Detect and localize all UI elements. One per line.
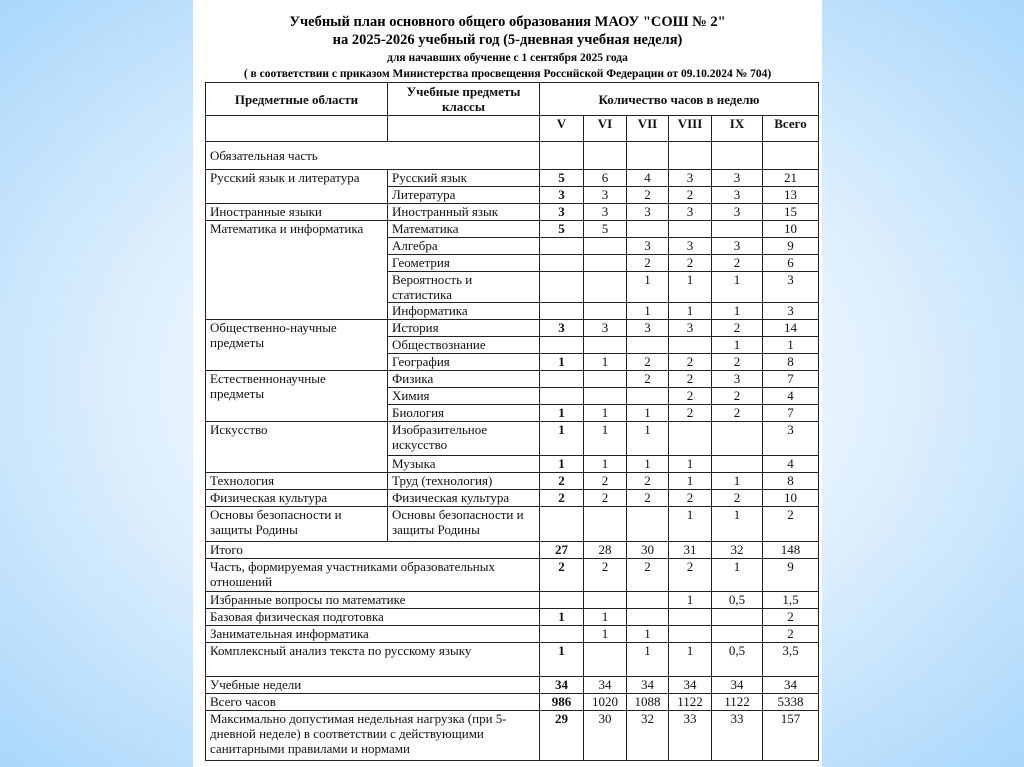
hours-cell: 2: [584, 559, 627, 592]
table-row: [206, 473, 819, 490]
hours-cell: [584, 643, 627, 677]
total-cell: 4: [763, 456, 819, 473]
hours-cell: [540, 388, 584, 405]
hours-cell: 6: [584, 170, 627, 187]
hours-cell: 1088: [627, 694, 669, 711]
header-grade: VII: [627, 116, 669, 142]
hours-cell: 30: [627, 542, 669, 559]
hours-cell: [584, 592, 627, 609]
hours-cell: [712, 221, 763, 238]
area-cell: Физическая культура: [206, 490, 388, 507]
hours-cell: 2: [540, 490, 584, 507]
hours-cell: 3: [584, 204, 627, 221]
subject-cell: Биология: [388, 405, 540, 422]
area-cell: Искусство: [206, 422, 388, 473]
hours-cell: [627, 388, 669, 405]
total-cell: 9: [763, 559, 819, 592]
total-cell: 4: [763, 388, 819, 405]
section-mandatory: Обязательная часть: [206, 142, 540, 170]
hours-cell: 2: [669, 354, 712, 371]
subject-cell: Физическая культура: [388, 490, 540, 507]
table-row: [206, 422, 819, 456]
hours-cell: [584, 272, 627, 303]
header-subjects: Учебные предметы классы: [388, 83, 540, 116]
hours-cell: 2: [712, 255, 763, 272]
hours-cell: 28: [584, 542, 627, 559]
total-cell: 2: [763, 507, 819, 542]
summary-row: [206, 559, 819, 592]
hours-cell: 3: [584, 187, 627, 204]
total-cell: 2: [763, 626, 819, 643]
summary-label: Итого: [206, 542, 540, 559]
total-cell: 14: [763, 320, 819, 337]
hours-cell: 2: [627, 473, 669, 490]
hours-cell: [627, 507, 669, 542]
hours-cell: 1020: [584, 694, 627, 711]
area-cell: Иностранные языки: [206, 204, 388, 221]
hours-cell: 33: [669, 711, 712, 761]
subject-cell: Вероятность и статистика: [388, 272, 540, 303]
total-cell: 3,5: [763, 643, 819, 677]
hours-cell: 29: [540, 711, 584, 761]
subject-cell: Русский язык: [388, 170, 540, 187]
subject-cell: Геометрия: [388, 255, 540, 272]
hours-cell: [584, 507, 627, 542]
hours-cell: 1: [712, 559, 763, 592]
hours-cell: 2: [712, 490, 763, 507]
hours-cell: 1: [669, 507, 712, 542]
hours-cell: [712, 626, 763, 643]
hours-cell: [540, 371, 584, 388]
total-cell: 7: [763, 405, 819, 422]
hours-cell: 2: [712, 354, 763, 371]
total-cell: 5338: [763, 694, 819, 711]
hours-cell: 1: [540, 643, 584, 677]
hours-cell: 1: [627, 303, 669, 320]
hours-cell: 1: [669, 592, 712, 609]
summary-row: [206, 609, 819, 626]
summary-label: Учебные недели: [206, 677, 540, 694]
hours-cell: 3: [540, 187, 584, 204]
area-cell: Естественнонаучные предметы: [206, 371, 388, 422]
table-row: [206, 507, 819, 542]
subject-cell: Химия: [388, 388, 540, 405]
hours-cell: [540, 303, 584, 320]
summary-row: [206, 626, 819, 643]
hours-cell: 1: [712, 337, 763, 354]
total-cell: 10: [763, 490, 819, 507]
hours-cell: 5: [540, 221, 584, 238]
hours-cell: 2: [712, 320, 763, 337]
hours-cell: 3: [712, 204, 763, 221]
hours-cell: 1: [540, 405, 584, 422]
hours-cell: [712, 456, 763, 473]
header-grade: V: [540, 116, 584, 142]
subject-cell: Музыка: [388, 456, 540, 473]
table-row: [206, 320, 819, 337]
subject-cell: Информатика: [388, 303, 540, 320]
hours-cell: 3: [712, 170, 763, 187]
hours-cell: [540, 238, 584, 255]
area-cell: Общественно-научные предметы: [206, 320, 388, 371]
hours-cell: 33: [712, 711, 763, 761]
hours-cell: 3: [712, 187, 763, 204]
summary-label: Часть, формируемая участниками образовательных отношений: [206, 559, 540, 592]
summary-row: [206, 643, 819, 677]
table-row: [206, 170, 819, 187]
doc-note-order: ( в соответствии с приказом Министерства просвещения Российской Федерации от 09.10.2024 № 704): [243, 68, 772, 80]
total-cell: 157: [763, 711, 819, 761]
subject-cell: Обществознание: [388, 337, 540, 354]
summary-row: [206, 542, 819, 559]
hours-cell: [540, 272, 584, 303]
header-total: Всего: [763, 116, 819, 142]
hours-cell: 3: [540, 204, 584, 221]
total-cell: 34: [763, 677, 819, 694]
header-empty: [388, 116, 540, 142]
subject-cell: Изобразительное искусство: [388, 422, 540, 456]
hours-cell: 5: [540, 170, 584, 187]
hours-cell: 3: [627, 320, 669, 337]
hours-cell: [712, 422, 763, 456]
hours-cell: 1: [712, 473, 763, 490]
subject-cell: Основы безопасности и защиты Родины: [388, 507, 540, 542]
hours-cell: 2: [669, 405, 712, 422]
hours-cell: [584, 255, 627, 272]
hours-cell: 32: [712, 542, 763, 559]
hours-cell: 0,5: [712, 592, 763, 609]
hours-cell: 1: [584, 405, 627, 422]
hours-cell: 4: [627, 170, 669, 187]
hours-cell: [627, 337, 669, 354]
hours-cell: 1122: [669, 694, 712, 711]
hours-cell: [669, 609, 712, 626]
table-row: [206, 204, 819, 221]
hours-cell: 1122: [712, 694, 763, 711]
hours-cell: 1: [627, 422, 669, 456]
total-cell: 3: [763, 272, 819, 303]
total-cell: 1,5: [763, 592, 819, 609]
total-cell: 148: [763, 542, 819, 559]
hours-cell: [584, 337, 627, 354]
total-cell: 2: [763, 609, 819, 626]
hours-cell: 1: [584, 626, 627, 643]
doc-subtitle: на 2025-2026 учебный год (5-дневная учебная неделя): [332, 32, 683, 48]
hours-cell: 2: [669, 187, 712, 204]
hours-cell: [627, 221, 669, 238]
hours-cell: 3: [669, 170, 712, 187]
subject-cell: Математика: [388, 221, 540, 238]
hours-cell: 3: [540, 320, 584, 337]
total-cell: 15: [763, 204, 819, 221]
hours-cell: 2: [627, 187, 669, 204]
hours-cell: 2: [584, 473, 627, 490]
hours-cell: 1: [540, 609, 584, 626]
subject-cell: Иностранный язык: [388, 204, 540, 221]
hours-cell: 1: [712, 507, 763, 542]
total-cell: 7: [763, 371, 819, 388]
hours-cell: 32: [627, 711, 669, 761]
hours-cell: [584, 388, 627, 405]
hours-cell: [584, 238, 627, 255]
hours-cell: 34: [540, 677, 584, 694]
hours-cell: 1: [669, 456, 712, 473]
total-cell: 6: [763, 255, 819, 272]
hours-cell: 31: [669, 542, 712, 559]
hours-cell: [712, 609, 763, 626]
total-cell: 10: [763, 221, 819, 238]
hours-cell: [540, 626, 584, 643]
subject-cell: История: [388, 320, 540, 337]
hours-cell: 3: [584, 320, 627, 337]
hours-cell: [669, 337, 712, 354]
total-cell: 8: [763, 354, 819, 371]
hours-cell: 1: [584, 354, 627, 371]
hours-cell: 2: [627, 559, 669, 592]
hours-cell: 1: [627, 626, 669, 643]
hours-cell: 1: [540, 422, 584, 456]
hours-cell: 1: [669, 473, 712, 490]
subject-cell: Литература: [388, 187, 540, 204]
hours-cell: 3: [669, 204, 712, 221]
total-cell: 1: [763, 337, 819, 354]
area-cell: Математика и информатика: [206, 221, 388, 320]
hours-cell: 27: [540, 542, 584, 559]
subject-cell: География: [388, 354, 540, 371]
subject-cell: Алгебра: [388, 238, 540, 255]
hours-cell: 1: [584, 422, 627, 456]
hours-cell: 3: [669, 320, 712, 337]
hours-cell: 1: [627, 272, 669, 303]
total-cell: 3: [763, 303, 819, 320]
hours-cell: 2: [669, 255, 712, 272]
subject-cell: Труд (технология): [388, 473, 540, 490]
summary-label: Базовая физическая подготовка: [206, 609, 540, 626]
summary-row: [206, 677, 819, 694]
summary-row: [206, 711, 819, 761]
summary-label: Комплексный анализ текста по русскому языку: [206, 643, 540, 677]
header-areas: Предметные области: [206, 83, 388, 116]
table-row: [206, 371, 819, 388]
hours-cell: 1: [669, 303, 712, 320]
hours-cell: 34: [627, 677, 669, 694]
hours-cell: 34: [584, 677, 627, 694]
hours-cell: 34: [669, 677, 712, 694]
area-cell: Русский язык и литература: [206, 170, 388, 204]
hours-cell: 2: [669, 371, 712, 388]
hours-cell: 1: [627, 643, 669, 677]
curriculum-table: [205, 82, 819, 761]
total-cell: 3: [763, 422, 819, 456]
hours-cell: 2: [540, 559, 584, 592]
hours-cell: [627, 592, 669, 609]
hours-cell: 1: [584, 609, 627, 626]
hours-cell: 0,5: [712, 643, 763, 677]
total-cell: 9: [763, 238, 819, 255]
summary-row: [206, 592, 819, 609]
hours-cell: 34: [712, 677, 763, 694]
subject-cell: Физика: [388, 371, 540, 388]
header-grade: IX: [712, 116, 763, 142]
table-row: [206, 490, 819, 507]
hours-cell: [669, 422, 712, 456]
hours-cell: 2: [627, 371, 669, 388]
header-empty: [206, 116, 388, 142]
hours-cell: [540, 592, 584, 609]
hours-cell: 2: [712, 388, 763, 405]
hours-cell: 2: [540, 473, 584, 490]
hours-cell: [627, 609, 669, 626]
hours-cell: 2: [627, 255, 669, 272]
hours-cell: 2: [627, 354, 669, 371]
hours-cell: [540, 337, 584, 354]
summary-label: Занимательная информатика: [206, 626, 540, 643]
hours-cell: [584, 371, 627, 388]
summary-row: [206, 694, 819, 711]
hours-cell: 3: [712, 371, 763, 388]
hours-cell: 1: [712, 303, 763, 320]
hours-cell: 1: [627, 456, 669, 473]
hours-cell: 3: [669, 238, 712, 255]
document-page: [193, 0, 822, 767]
doc-title: Учебный план основного общего образования МАОУ "СОШ № 2": [289, 14, 726, 30]
total-cell: 13: [763, 187, 819, 204]
hours-cell: [584, 303, 627, 320]
hours-cell: 3: [627, 238, 669, 255]
hours-cell: 1: [669, 643, 712, 677]
area-cell: Основы безопасности и защиты Родины: [206, 507, 388, 542]
doc-note-start-date: для начавших обучение с 1 сентября 2025 года: [387, 52, 628, 64]
hours-cell: [669, 626, 712, 643]
hours-cell: 2: [584, 490, 627, 507]
table-row: [206, 221, 819, 238]
hours-cell: [669, 221, 712, 238]
hours-cell: [540, 255, 584, 272]
hours-cell: 3: [712, 238, 763, 255]
hours-cell: 2: [712, 405, 763, 422]
hours-cell: 2: [627, 490, 669, 507]
hours-cell: 1: [540, 456, 584, 473]
total-cell: 21: [763, 170, 819, 187]
area-cell: Технология: [206, 473, 388, 490]
header-grade: VI: [584, 116, 627, 142]
hours-cell: 986: [540, 694, 584, 711]
summary-label: Всего часов: [206, 694, 540, 711]
hours-cell: 2: [669, 559, 712, 592]
hours-cell: 1: [584, 456, 627, 473]
header-grade: VIII: [669, 116, 712, 142]
summary-label: Избранные вопросы по математике: [206, 592, 540, 609]
hours-cell: 30: [584, 711, 627, 761]
hours-cell: 1: [627, 405, 669, 422]
hours-cell: 2: [669, 490, 712, 507]
hours-cell: 5: [584, 221, 627, 238]
hours-cell: 2: [669, 388, 712, 405]
total-cell: 8: [763, 473, 819, 490]
hours-cell: [540, 507, 584, 542]
hours-cell: 1: [669, 272, 712, 303]
hours-cell: 1: [712, 272, 763, 303]
hours-cell: 1: [540, 354, 584, 371]
hours-cell: 3: [627, 204, 669, 221]
header-hours: Количество часов в неделю: [540, 83, 819, 116]
summary-label: Максимально допустимая недельная нагрузка (при 5-дневной неделе) в соответствии с действующими санитарными правилами и нормами: [206, 711, 540, 761]
